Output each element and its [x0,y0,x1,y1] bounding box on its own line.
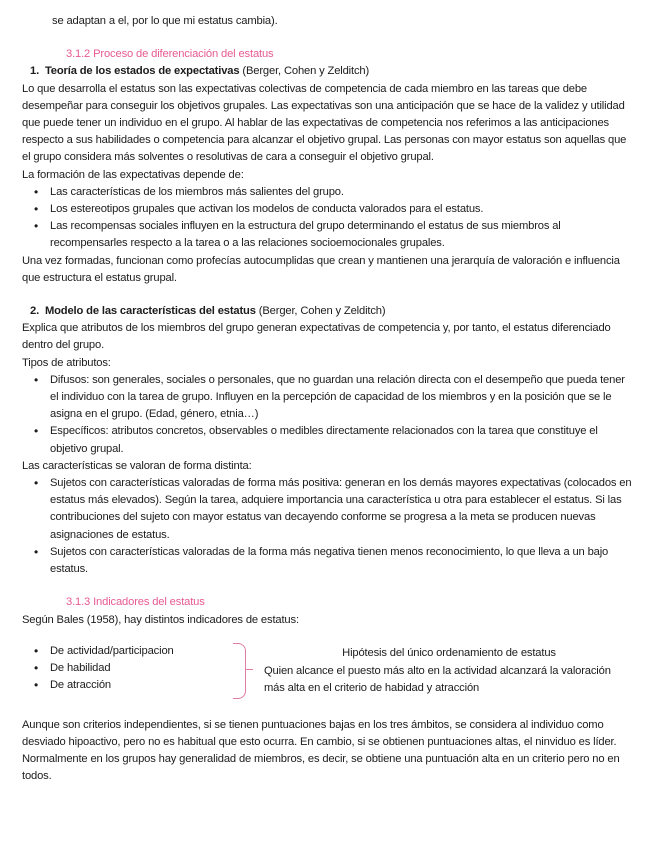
list-item: • Las recompensas sociales influyen en la estructura del grupo determinando el estatus de sus miembros al recompensarles respecto a la tarea o a las relaciones socioemocionales grupales. [22,218,634,252]
heading-3-1-3: 3.1.3 Indicadores del estatus [66,596,205,609]
hypothesis-text: Quien alcance el puesto más alto en la actividad alcanzará la valoración más alta en el criterio de habidad y atracción [264,664,611,694]
theory-1-number: 1. [30,65,40,78]
document-page [22,13,634,786]
theory-2-name: Modelo de las características del estatus [44,305,256,318]
theory-1-list [22,184,634,253]
theory-2-number: 2. [30,305,40,318]
list-item: • De atracción [22,677,222,694]
list-item: • Los estereotipos grupales que activan los modelos de conducta valorados para el estatus. [22,201,634,218]
list-item: • Sujetos con características valoradas de forma más positiva: generan en los demás mayores expectativas (colocados en estatus más elevados). Según la tarea, adquiere importancia una característica u otra para establecer el estatus. Si las contribuciones del sujeto con mayor estatus van decayendo conforme se progresa a la meta se producen nuevas asignaciones de estatus. [22,475,634,544]
theory-2-title [22,303,634,320]
list-item: • De actividad/participacion [22,643,222,660]
theory-1-closing: Una vez formadas, funcionan como profecías autocumplidas que crean y mantienen una jerarquía de valoración e influencia que estructura el estatus grupal. [22,254,620,284]
list-item: • De habilidad [22,660,222,677]
heading-3-1-2: 3.1.2 Proceso de diferenciación del estatus [66,48,274,61]
theory-1-paragraph: Lo que desarrolla el estatus son las expectativas colectivas de competencia de cada miembro en las tareas que debe desempeñar para conseguir los objetivos grupales. Las expectativas son una anticipación que se hace de la validez y utilidad que puede tener un individuo en el grupo. Al hablar de las expectativas de competencia nos referimos a las anticipaciones respecto a sus habilidades o competencia para alcanzar el objetivo grupal. Las personas con mayor estatus son aquellas que el grupo considera más solventes o resolutivas de cara a conseguir el objetivo grupal. [22,82,627,164]
theory-1-lead: La formación de las expectativas depende de: [22,168,244,181]
closing-paragraph: Aunque son criterios independientes, si se tienen puntuaciones bajas en los tres ámbitos, se considera al individuo como desviado hipoactivo, pero no es habitual que esto ocurra. En cambio, si se obtienen puntuaciones altas, el ninviduo es líder. Normalmente en los grupos hay generalidad de miembros, es decir, se obtiene una puntuación alta en un criterio pero no en todos. [22,718,620,783]
theory-2-lead-2: Las características se valoran de forma distinta: [22,459,252,472]
theory-2-authors: (Berger, Cohen y Zelditch) [258,305,386,318]
bales-intro: Según Bales (1958), hay distintos indicadores de estatus: [22,613,299,626]
bales-indicators [22,639,634,717]
theory-1-authors: (Berger, Cohen y Zelditch) [242,65,370,78]
bracket-decoration [233,643,246,699]
intro-line: se adaptan a el, por lo que mi estatus cambia). [52,15,278,27]
list-item: • Sujetos con características valoradas de la forma más negativa tienen menos reconocimiento, lo que lleva a un bajo estatus. [22,544,634,578]
theory-1-title [22,63,634,80]
theory-2-lead: Tipos de atributos: [22,356,111,369]
valuation-list [22,475,634,578]
theory-2-paragraph: Explica que atributos de los miembros del grupo generan expectativas de competencia y, por tanto, el estatus diferenciado dentro del grupo. [22,322,611,352]
attribute-types-list [22,372,634,458]
indicators-list [22,643,222,694]
list-item: • Las características de los miembros más salientes del grupo. [22,184,634,201]
list-item: • Difusos: son generales, sociales o personales, que no guardan una relación directa con el desempeño que pueda tener el individuo con la tarea de grupo. Influyen en la percepción de capacidad de los miembros y en la posición que se le asigna en el grupo. (Edad, género, etnia…) [22,372,634,424]
hypothesis-title: Hipótesis del único ordenamiento de estatus [342,646,556,659]
hypothesis-box [264,645,634,697]
list-item: • Específicos: atributos concretos, observables o medibles directamente relacionados con la tarea que constituye el objetivo grupal. [22,423,634,457]
theory-1-name: Teoría de los estados de expectativas [44,65,240,78]
